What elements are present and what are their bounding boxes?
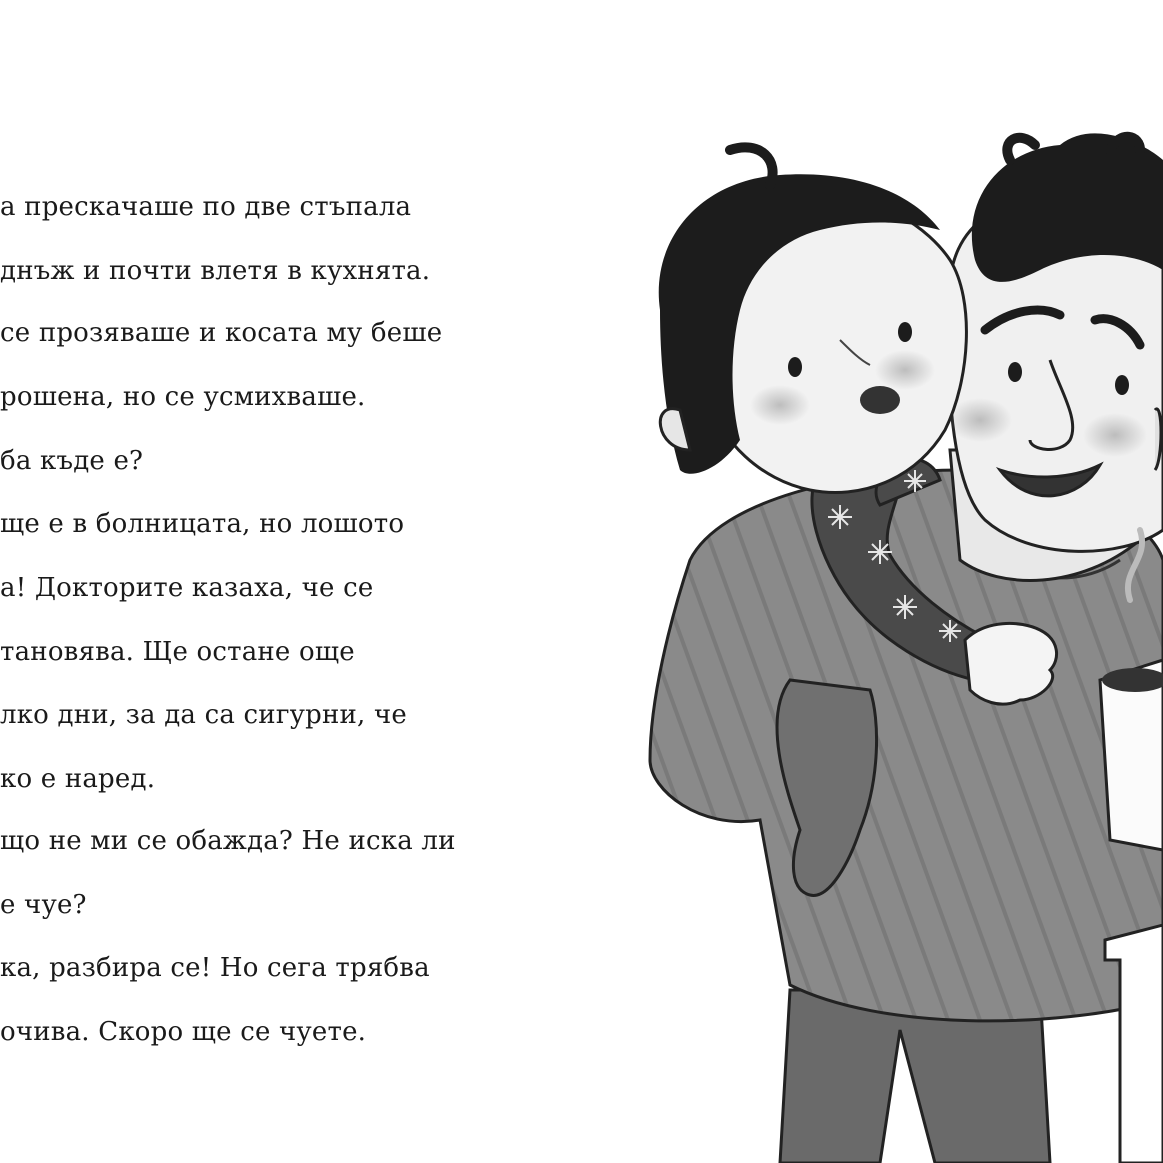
father-head	[948, 133, 1163, 551]
counter	[1105, 925, 1163, 1163]
story-line: ка, разбира се! Но сега трябва	[0, 953, 430, 983]
child-hand	[965, 623, 1057, 704]
story-line: а прескачаше по две стъпала	[0, 192, 412, 222]
story-line: очива. Скоро ще се чуете.	[0, 1017, 367, 1047]
child-head	[659, 147, 967, 492]
story-line: ко е наред.	[0, 764, 156, 794]
story-line: ба къде е?	[0, 446, 144, 476]
father-child-illustration	[600, 0, 1163, 1163]
story-line: днъж и почти влетя в кухнята.	[0, 256, 431, 286]
story-line: а! Докторите казаха, че се	[0, 573, 374, 603]
story-line: що не ми се обажда? Не иска ли	[0, 826, 456, 856]
story-line: се прозяваше и косата му беше	[0, 318, 443, 348]
story-line: лко дни, за да са сигурни, че	[0, 700, 407, 730]
story-line: е чуе?	[0, 890, 87, 920]
story-line: тановява. Ще остане още	[0, 637, 355, 667]
story-line: ще е в болницата, но лошото	[0, 509, 405, 539]
story-line: рошена, но се усмихваше.	[0, 382, 366, 412]
